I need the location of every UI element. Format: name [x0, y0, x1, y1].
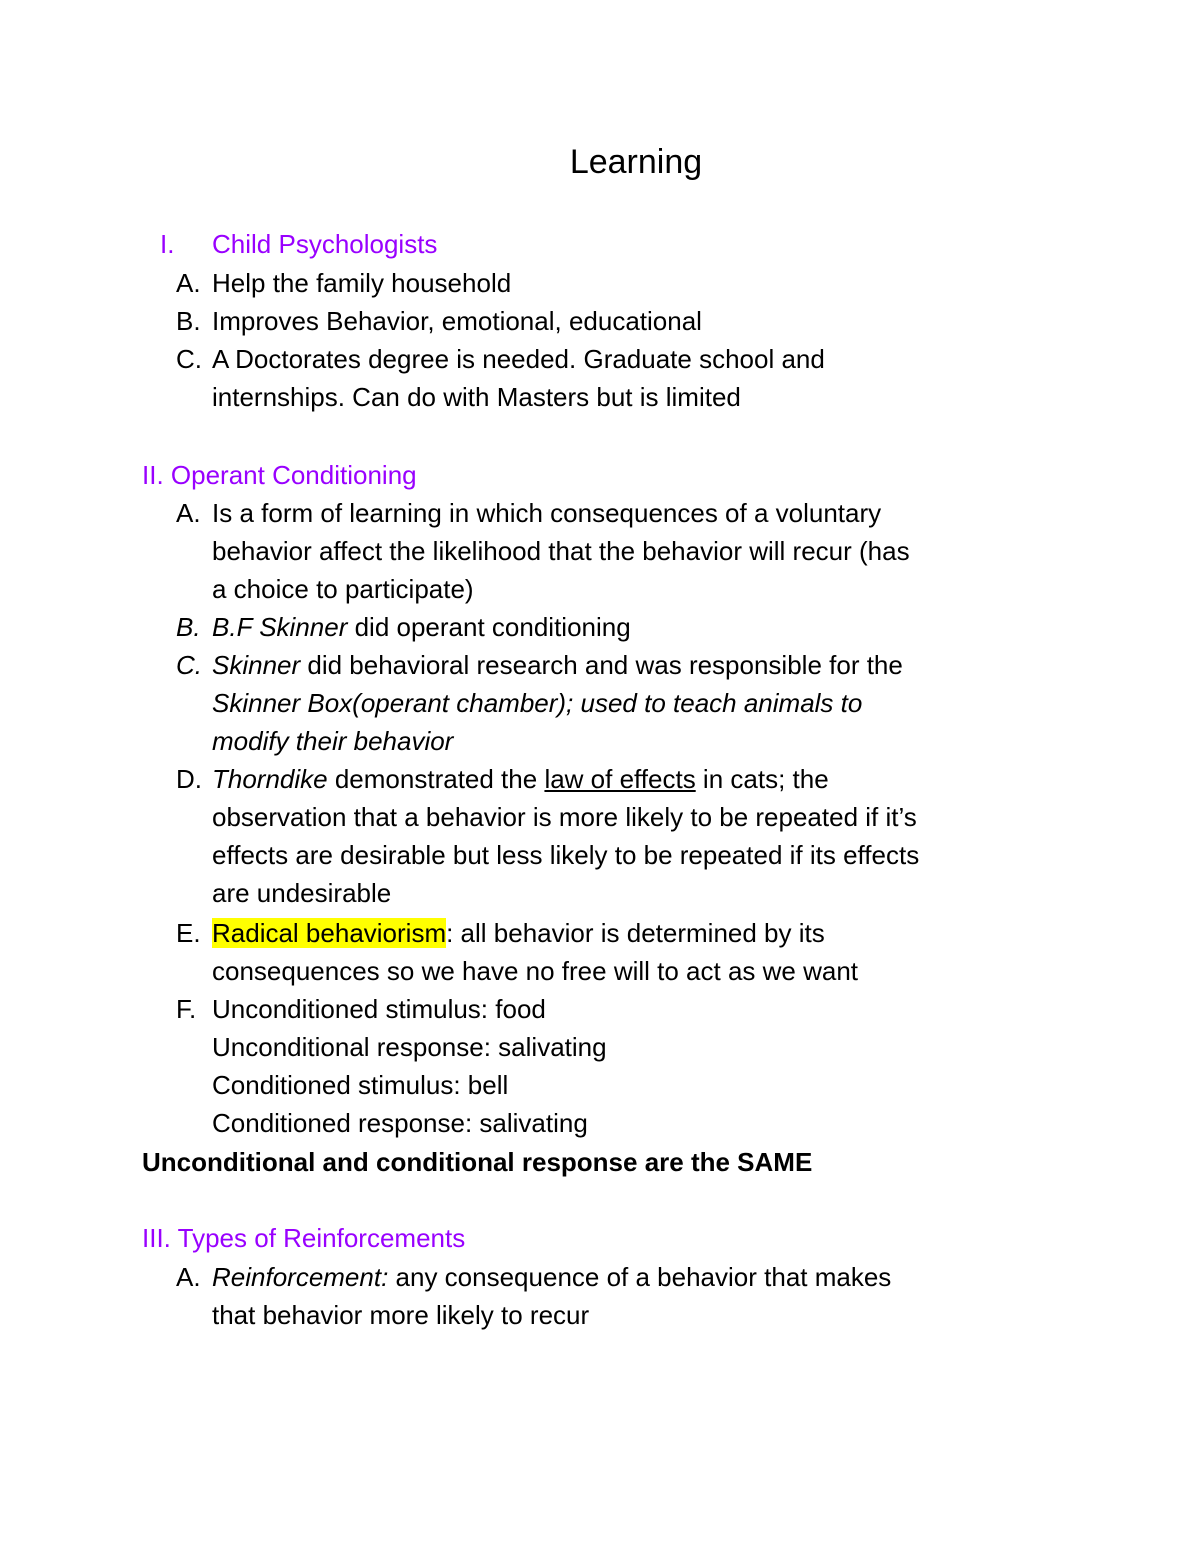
list-item-text	[212, 1258, 891, 1296]
list-item-text: that behavior more likely to recur	[212, 1300, 590, 1330]
list-item-text: Help the family household	[212, 268, 512, 298]
list-item-text: a choice to participate)	[212, 574, 474, 604]
list-item-text: Skinner Box(operant chamber); used to teach animals to	[212, 688, 863, 718]
list-item-text: are undesirable	[212, 878, 392, 908]
list-item-label: C.	[176, 344, 202, 374]
list-item-label: D.	[176, 764, 202, 794]
section-1-numeral: I.	[160, 229, 175, 259]
list-item-label: C.	[176, 650, 202, 680]
list-item-text: observation that a behavior is more likely to be repeated if it’s	[212, 802, 917, 832]
person-name: Thorndike	[212, 764, 328, 794]
defined-term: Reinforcement:	[212, 1262, 389, 1292]
document-title: Learning	[569, 143, 703, 181]
bold-note: Unconditional and conditional response are the SAME	[142, 1147, 813, 1177]
list-item-text: Is a form of learning in which consequences of a voluntary	[212, 498, 882, 528]
list-item-text: Improves Behavior, emotional, educational	[212, 306, 702, 336]
list-item-label: E.	[176, 918, 201, 948]
list-item-text	[212, 760, 829, 798]
item-text-rest: any consequence of a behavior that makes	[388, 1262, 892, 1292]
list-item-text	[212, 914, 825, 952]
list-item-label: A.	[176, 498, 201, 528]
item-text-end: in cats; the	[695, 764, 829, 794]
list-item-label: B.	[176, 612, 201, 642]
list-item-label: A.	[176, 1262, 201, 1292]
section-2-heading: II. Operant Conditioning	[142, 460, 417, 490]
person-name: Skinner	[212, 650, 301, 680]
person-name: B.F Skinner	[212, 612, 348, 642]
list-item-text: behavior affect the likelihood that the behavior will recur (has	[212, 536, 910, 566]
list-item-text: effects are desirable but less likely to be repeated if its effects	[212, 840, 920, 870]
section-3-heading: III. Types of Reinforcements	[142, 1223, 466, 1253]
list-item-text	[212, 608, 631, 646]
list-item-text: Conditioned stimulus: bell	[212, 1070, 509, 1100]
list-item-text: Conditioned response: salivating	[212, 1108, 588, 1138]
list-item-text: modify their behavior	[212, 726, 454, 756]
list-item-label: F.	[176, 994, 197, 1024]
list-item-label: A.	[176, 268, 201, 298]
list-item-text: Unconditional response: salivating	[212, 1032, 607, 1062]
item-text-mid: demonstrated the	[327, 764, 545, 794]
list-item-text: internships. Can do with Masters but is limited	[212, 382, 741, 412]
item-text-rest: did operant conditioning	[347, 612, 631, 642]
list-item-text: Unconditioned stimulus: food	[212, 994, 546, 1024]
list-item-text: consequences so we have no free will to act as we want	[212, 956, 859, 986]
list-item-text	[212, 646, 903, 684]
section-1-heading: Child Psychologists	[212, 229, 438, 259]
item-text-rest: : all behavior is determined by its	[446, 918, 825, 948]
list-item-text: A Doctorates degree is needed. Graduate school and	[212, 344, 825, 374]
underlined-term: law of effects	[544, 764, 696, 794]
highlighted-term: Radical behaviorism	[212, 918, 447, 948]
item-text-rest: did behavioral research and was responsible for the	[300, 650, 903, 680]
list-item-label: B.	[176, 306, 201, 336]
